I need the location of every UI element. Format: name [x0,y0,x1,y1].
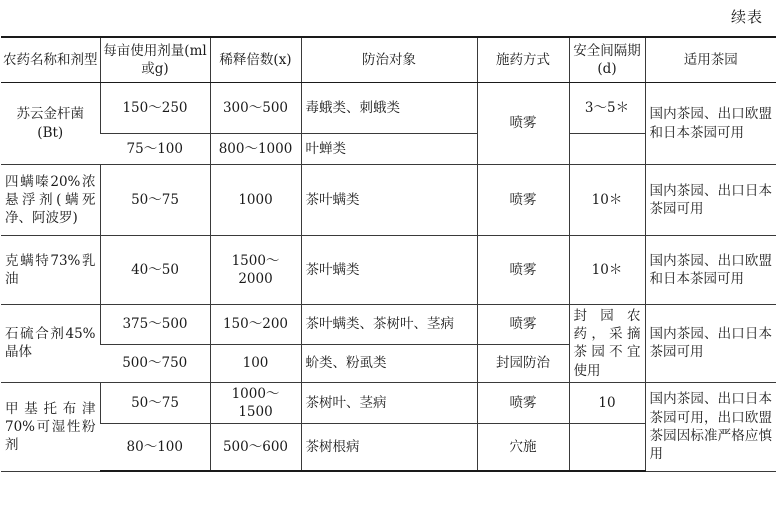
target-cell: 茶叶螨类 [301,165,477,236]
method-cell: 穴施 [477,424,569,472]
interval-cell: 封园农药，采摘茶园不宜使用 [569,305,645,383]
target-cell: 叶蝉类 [301,134,477,165]
garden-cell: 国内茶园、出口欧盟和日本茶园可用 [645,236,776,305]
method-cell: 封园防治 [477,345,569,383]
interval-cell [569,134,645,165]
dose-cell: 50～75 [100,165,210,236]
target-cell: 茶树根病 [301,424,477,472]
dose-cell: 80～100 [100,424,210,472]
garden-cell: 国内茶园、出口欧盟和日本茶园可用 [645,83,776,165]
pesticide-name: 克螨特73%乳油 [1,236,100,305]
method-cell: 喷雾 [477,382,569,423]
pesticide-table [1,36,776,472]
pesticide-name: 石硫合剂45%晶体 [1,305,100,383]
table-row [1,165,776,236]
dose-cell: 75～100 [100,134,210,165]
target-cell: 茶树叶、茎病 [301,382,477,423]
dilution-cell: 150～200 [210,305,301,345]
interval-cell: 10 [569,382,645,423]
pesticide-name: 苏云金杆菌(Bt) [1,83,100,165]
garden-cell: 国内茶园、出口日本茶园可用 [645,305,776,383]
method-cell: 喷雾 [477,305,569,345]
header-row [1,37,776,83]
dose-cell: 375～500 [100,305,210,345]
interval-cell [569,424,645,472]
continued-label: 续表 [730,8,763,26]
table-row [1,236,776,305]
target-cell: 毒蛾类、刺蛾类 [301,83,477,134]
dilution-cell: 300～500 [210,83,301,134]
table-row [1,83,776,134]
table-row [1,382,776,423]
dose-cell: 40～50 [100,236,210,305]
interval-cell: 10＊ [569,165,645,236]
garden-cell: 国内茶园、出口日本茶园可用 [645,165,776,236]
dilution-cell: 100 [210,345,301,383]
interval-cell: 3～5＊ [569,83,645,134]
dose-cell: 500～750 [100,345,210,383]
interval-cell: 10＊ [569,236,645,305]
method-cell: 喷雾 [477,236,569,305]
target-cell: 茶叶螨类 [301,236,477,305]
pesticide-name: 四螨嗪20%浓悬浮剂(螨死净、阿波罗) [1,165,100,236]
header-garden: 适用茶园 [645,37,776,83]
target-cell: 蚧类、粉虱类 [301,345,477,383]
header-dose: 每亩使用剂量(ml或g) [100,37,210,83]
target-cell: 茶叶螨类、茶树叶、茎病 [301,305,477,345]
dilution-cell: 1000 [210,165,301,236]
header-interval: 安全间隔期(d) [569,37,645,83]
dilution-cell: 800～1000 [210,134,301,165]
table-row [1,305,776,345]
method-cell: 喷雾 [477,165,569,236]
dilution-cell: 500～600 [210,424,301,472]
method-cell: 喷雾 [477,83,569,165]
header-name: 农药名称和剂型 [1,37,100,83]
header-method: 施药方式 [477,37,569,83]
header-target: 防治对象 [301,37,477,83]
dilution-cell: 1500～2000 [210,236,301,305]
pesticide-name: 甲基托布津70%可湿性粉剂 [1,382,100,471]
header-dilution: 稀释倍数(x) [210,37,301,83]
dilution-cell: 1000～1500 [210,382,301,423]
dose-cell: 50～75 [100,382,210,423]
dose-cell: 150～250 [100,83,210,134]
garden-cell: 国内茶园、出口日本茶园可用，出口欧盟茶园因标准严格应慎用 [645,382,776,471]
